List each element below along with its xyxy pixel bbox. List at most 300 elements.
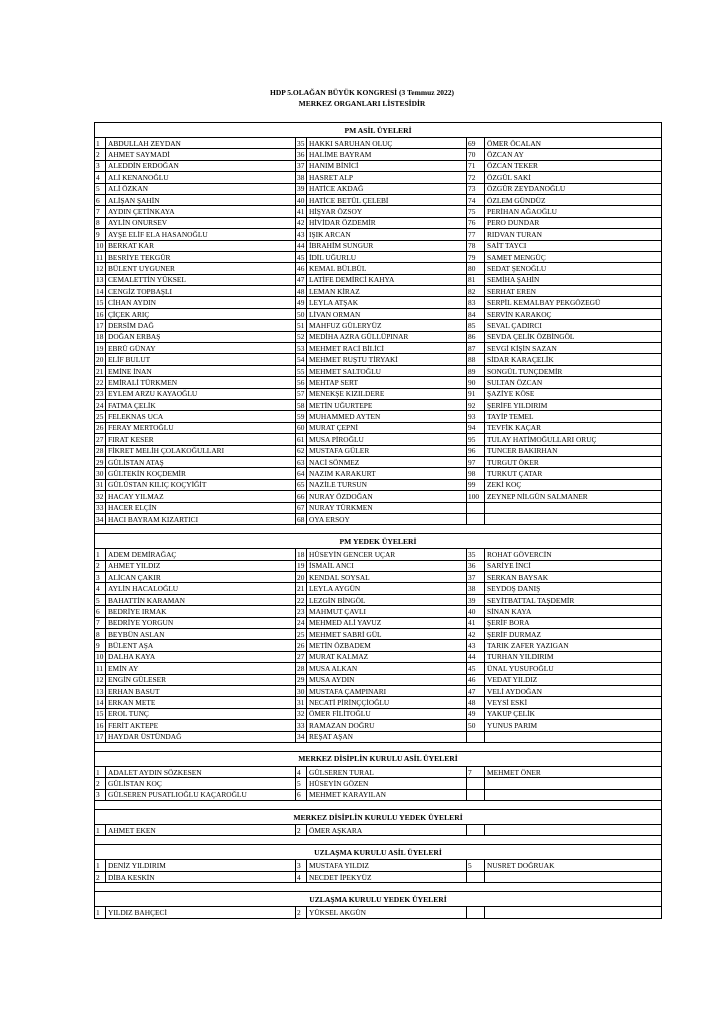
member-name: ALEDDİN ERDOĞAN <box>106 160 296 171</box>
member-number: 8 <box>95 217 106 228</box>
member-number: 21 <box>296 583 307 594</box>
member-row <box>95 297 662 308</box>
member-number: 89 <box>467 365 485 376</box>
member-number: 17 <box>95 731 106 742</box>
member-name: MENEKŞE KIZILDERE <box>307 388 467 399</box>
member-number: 37 <box>467 572 485 583</box>
member-number: 5 <box>467 860 485 871</box>
member-name: MEHMET RACİ BİLİCİ <box>307 343 467 354</box>
document-subtitle: MERKEZ ORGANLARI LİSTESİDİR <box>298 99 426 108</box>
member-row <box>95 583 662 594</box>
member-number: 76 <box>467 217 485 228</box>
member-name: SAİT TAYCI <box>485 240 662 251</box>
member-name: ÖZCAN AY <box>485 149 662 160</box>
member-name: HİVİDAR ÖZDEMİR <box>307 217 467 228</box>
members-table <box>94 122 662 919</box>
member-name <box>485 502 662 513</box>
member-name: BÜLENT AŞA <box>106 640 296 651</box>
member-name: OYA ERSOY <box>307 513 467 524</box>
member-name: SEVAL ÇADIRCI <box>485 320 662 331</box>
member-name <box>485 731 662 742</box>
member-name: DENİZ YILDIRIM <box>106 860 296 871</box>
member-number: 47 <box>296 274 307 285</box>
member-number: 31 <box>95 479 106 490</box>
member-name: BERKAT KAR <box>106 240 296 251</box>
member-name: SEVGİ KİŞİN SAZAN <box>485 343 662 354</box>
member-number: 31 <box>296 697 307 708</box>
member-name: RIDVAN TURAN <box>485 229 662 240</box>
member-name: ERKAN METE <box>106 697 296 708</box>
section-title: PM YEDEK ÜYELERİ <box>95 534 662 549</box>
member-number: 7 <box>95 617 106 628</box>
member-name: TURHAN YILDIRIM <box>485 651 662 662</box>
member-name: HACI BAYRAM KIZARTICI <box>106 513 296 524</box>
member-number: 41 <box>296 206 307 217</box>
member-name: ÖZGÜL SAKİ <box>485 172 662 183</box>
member-name: ŞAZİYE KÖSE <box>485 388 662 399</box>
member-row <box>95 731 662 742</box>
member-row <box>95 663 662 674</box>
section-title: MERKEZ DİSİPLİN KURULU ASİL ÜYELERİ <box>95 751 662 766</box>
member-number: 30 <box>95 468 106 479</box>
member-number: 3 <box>95 789 106 800</box>
member-name: ADALET AYDIN SÖZKESEN <box>106 766 296 777</box>
member-name: MEHMET RUŞTU TİRYAKİ <box>307 354 467 365</box>
section-spacer <box>95 883 662 892</box>
member-row <box>95 860 662 871</box>
member-number: 86 <box>467 331 485 342</box>
member-name: MEHMET ÖNER <box>485 766 662 777</box>
member-row <box>95 149 662 160</box>
member-name: MEHTAP SERT <box>307 377 467 388</box>
member-number: 27 <box>296 651 307 662</box>
member-name: FİKRET MELİH ÇOLAKOĞULLARI <box>106 445 296 456</box>
member-name: ÖMER ÖCALAN <box>485 138 662 149</box>
member-name: ÖZCAN TEKER <box>485 160 662 171</box>
member-number: 3 <box>95 572 106 583</box>
member-row <box>95 825 662 836</box>
member-number: 1 <box>95 766 106 777</box>
member-name: BESRİYE TEKGÜR <box>106 251 296 262</box>
member-name: SEDAT ŞENOĞLU <box>485 263 662 274</box>
member-name: ADEM DEMİRAĞAÇ <box>106 549 296 560</box>
member-number: 26 <box>95 422 106 433</box>
member-name: EBRÜ GÜNAY <box>106 343 296 354</box>
section-header <box>95 534 662 549</box>
section-header <box>95 751 662 766</box>
member-name: AHMET YILDIZ <box>106 560 296 571</box>
member-number: 23 <box>296 606 307 617</box>
member-number: 74 <box>467 194 485 205</box>
member-name: EMİN AY <box>106 663 296 674</box>
member-number <box>467 789 485 800</box>
member-name: MURAT KALMAZ <box>307 651 467 662</box>
member-number: 46 <box>296 263 307 274</box>
spacer-cell <box>95 525 662 534</box>
member-number <box>467 825 485 836</box>
member-number: 34 <box>95 513 106 524</box>
member-name: ÜNAL YUSUFOĞLU <box>485 663 662 674</box>
member-number: 16 <box>95 720 106 731</box>
member-row <box>95 365 662 376</box>
member-number: 52 <box>296 331 307 342</box>
member-number: 81 <box>467 274 485 285</box>
member-name: MEHMET SABRİ GÜL <box>307 629 467 640</box>
member-name: TURGUT ÖKER <box>485 456 662 467</box>
member-number: 5 <box>95 594 106 605</box>
member-number: 42 <box>467 629 485 640</box>
member-name: ŞERİFE YILDIRIM <box>485 399 662 410</box>
member-row <box>95 594 662 605</box>
member-number: 100 <box>467 491 485 502</box>
member-name: BÜLENT UYGUNER <box>106 263 296 274</box>
member-row <box>95 434 662 445</box>
member-number: 45 <box>296 251 307 262</box>
member-number: 35 <box>296 138 307 149</box>
member-number: 78 <box>467 240 485 251</box>
member-name: NUSRET DOĞRUAK <box>485 860 662 871</box>
member-number: 25 <box>296 629 307 640</box>
member-number: 39 <box>467 594 485 605</box>
member-number: 7 <box>467 766 485 777</box>
member-name: NURAY TÜRKMEN <box>307 502 467 513</box>
member-number: 2 <box>95 560 106 571</box>
member-number: 61 <box>296 434 307 445</box>
member-row <box>95 422 662 433</box>
member-name: MUSA PİROĞLU <box>307 434 467 445</box>
member-row <box>95 549 662 560</box>
member-number: 18 <box>95 331 106 342</box>
member-name: KENDAL SOYSAL <box>307 572 467 583</box>
member-number: 47 <box>467 685 485 696</box>
member-name: TULAY HATİMOĞULLARI ORUÇ <box>485 434 662 445</box>
member-name <box>485 825 662 836</box>
member-name: PERO DUNDAR <box>485 217 662 228</box>
member-number: 32 <box>95 491 106 502</box>
member-number: 64 <box>296 468 307 479</box>
member-row <box>95 789 662 800</box>
member-number: 70 <box>467 149 485 160</box>
member-number: 2 <box>296 825 307 836</box>
member-name: ÖMER AŞKARA <box>307 825 467 836</box>
member-name: ZEYNEP NİLGÜN SALMANER <box>485 491 662 502</box>
member-row <box>95 766 662 777</box>
member-name: ABDULLAH ZEYDAN <box>106 138 296 149</box>
spacer-cell <box>95 801 662 810</box>
member-number: 33 <box>296 720 307 731</box>
member-number: 2 <box>95 778 106 789</box>
member-number: 43 <box>467 640 485 651</box>
member-row <box>95 513 662 524</box>
member-number: 3 <box>95 160 106 171</box>
member-number: 14 <box>95 286 106 297</box>
member-number: 8 <box>95 629 106 640</box>
member-name: CEMALETTİN YÜKSEL <box>106 274 296 285</box>
member-name: DİBA KESKİN <box>106 871 296 882</box>
member-name: BEDRİYE IRMAK <box>106 606 296 617</box>
member-number: 2 <box>95 149 106 160</box>
member-number: 26 <box>296 640 307 651</box>
member-name: NECDET İPEKYÜZ <box>307 871 467 882</box>
member-number: 94 <box>467 422 485 433</box>
member-name: REŞAT AŞAN <box>307 731 467 742</box>
member-number: 38 <box>296 172 307 183</box>
section-header <box>95 892 662 907</box>
member-name: NAZİLE TURSUN <box>307 479 467 490</box>
member-name: LEMAN KİRAZ <box>307 286 467 297</box>
member-number: 50 <box>296 308 307 319</box>
member-name: İDİL UĞURLU <box>307 251 467 262</box>
member-number: 85 <box>467 320 485 331</box>
member-number: 71 <box>467 160 485 171</box>
member-number: 38 <box>467 583 485 594</box>
document-title: HDP 5.OLAĞAN BÜYÜK KONGRESİ (3 Temmuz 2022) <box>270 88 454 97</box>
member-name: METİN ÖZBADEM <box>307 640 467 651</box>
member-number: 1 <box>95 907 106 918</box>
member-number: 40 <box>467 606 485 617</box>
section-header <box>95 810 662 825</box>
member-name: CİHAN AYDIN <box>106 297 296 308</box>
member-number: 29 <box>296 674 307 685</box>
member-number: 2 <box>95 871 106 882</box>
member-name: ÖZGÜR ZEYDANOĞLU <box>485 183 662 194</box>
member-name: ÇİÇEK ARIÇ <box>106 308 296 319</box>
member-row <box>95 651 662 662</box>
member-name: SİNAN KAYA <box>485 606 662 617</box>
member-name: MEHMET KARAYILAN <box>307 789 467 800</box>
member-name <box>485 871 662 882</box>
member-row <box>95 685 662 696</box>
member-name: FERİT AKTEPE <box>106 720 296 731</box>
member-name: SEVDA ÇELİK ÖZBİNGÖL <box>485 331 662 342</box>
member-name: MURAT ÇEPNİ <box>307 422 467 433</box>
member-number: 42 <box>296 217 307 228</box>
member-number <box>467 502 485 513</box>
member-number: 98 <box>467 468 485 479</box>
member-row <box>95 491 662 502</box>
member-name: ALİ KENANOĞLU <box>106 172 296 183</box>
member-number: 20 <box>296 572 307 583</box>
member-name: AYLİN ONURSEV <box>106 217 296 228</box>
member-name: MUSTAFA ÇAMPINARI <box>307 685 467 696</box>
member-name: BEDRİYE YORGUN <box>106 617 296 628</box>
member-name: MEHMED ALİ YAVUZ <box>307 617 467 628</box>
member-name: HAKKI SARUHAN OLUÇ <box>307 138 467 149</box>
member-row <box>95 331 662 342</box>
member-name: ENGİN GÜLESER <box>106 674 296 685</box>
member-number: 12 <box>95 674 106 685</box>
member-number: 4 <box>296 766 307 777</box>
member-name: SONGÜL TUNÇDEMİR <box>485 365 662 376</box>
member-number: 6 <box>95 606 106 617</box>
member-name: FERAY MERTOĞLU <box>106 422 296 433</box>
member-name: NAZIM KARAKURT <box>307 468 467 479</box>
member-row <box>95 697 662 708</box>
member-number: 6 <box>296 789 307 800</box>
member-name: LİVAN ORMAN <box>307 308 467 319</box>
member-row <box>95 206 662 217</box>
member-name: TAYİP TEMEL <box>485 411 662 422</box>
member-number: 99 <box>467 479 485 490</box>
member-name: MUHAMMED AYTEN <box>307 411 467 422</box>
member-name: SERKAN BAYSAK <box>485 572 662 583</box>
member-row <box>95 172 662 183</box>
member-number: 60 <box>296 422 307 433</box>
member-name: GÜLİSTAN KOÇ <box>106 778 296 789</box>
member-name: GÜLSEREN TURAL <box>307 766 467 777</box>
member-row <box>95 606 662 617</box>
member-number: 84 <box>467 308 485 319</box>
member-number: 25 <box>95 411 106 422</box>
member-name: SEYİTBATTAL TAŞDEMİR <box>485 594 662 605</box>
member-number: 27 <box>95 434 106 445</box>
member-row <box>95 411 662 422</box>
member-row <box>95 320 662 331</box>
member-row <box>95 778 662 789</box>
member-number: 82 <box>467 286 485 297</box>
member-number: 36 <box>296 149 307 160</box>
member-name: DALHA KAYA <box>106 651 296 662</box>
member-name: İBRAHİM SUNGUR <box>307 240 467 251</box>
member-row <box>95 251 662 262</box>
member-name: TARIK ZAFER YAZIGAN <box>485 640 662 651</box>
member-name <box>485 907 662 918</box>
member-number: 30 <box>296 685 307 696</box>
member-number <box>467 513 485 524</box>
member-number: 32 <box>296 708 307 719</box>
member-number: 18 <box>296 549 307 560</box>
member-name <box>485 778 662 789</box>
member-number: 15 <box>95 297 106 308</box>
member-row <box>95 468 662 479</box>
member-name: İSMAİL ANCI <box>307 560 467 571</box>
member-row <box>95 572 662 583</box>
member-name: TUNCER BAKIRHAN <box>485 445 662 456</box>
member-row <box>95 217 662 228</box>
member-number: 23 <box>95 388 106 399</box>
member-number: 10 <box>95 240 106 251</box>
member-row <box>95 720 662 731</box>
member-number: 24 <box>296 617 307 628</box>
member-name: SERVİN KARAKOÇ <box>485 308 662 319</box>
member-number: 22 <box>95 377 106 388</box>
section-header <box>95 845 662 860</box>
member-row <box>95 560 662 571</box>
member-name: TURKUT ÇATAR <box>485 468 662 479</box>
member-number: 68 <box>296 513 307 524</box>
member-name: SEMİHA ŞAHİN <box>485 274 662 285</box>
member-name: HACAY YILMAZ <box>106 491 296 502</box>
member-name: EMİRALİ TÜRKMEN <box>106 377 296 388</box>
member-name: VELİ AYDOĞAN <box>485 685 662 696</box>
section-title: UZLAŞMA KURULU ASİL ÜYELERİ <box>95 845 662 860</box>
member-number: 80 <box>467 263 485 274</box>
member-name: AHMET EKEN <box>106 825 296 836</box>
member-number: 97 <box>467 456 485 467</box>
member-name: RAMAZAN DOĞRU <box>307 720 467 731</box>
member-number: 44 <box>296 240 307 251</box>
member-number: 29 <box>95 456 106 467</box>
member-number: 77 <box>467 229 485 240</box>
member-number: 41 <box>467 617 485 628</box>
members-table-body <box>95 123 662 919</box>
member-number: 90 <box>467 377 485 388</box>
section-title: MERKEZ DİSİPLİN KURULU YEDEK ÜYELERİ <box>95 810 662 825</box>
member-name: BAHATTİN KARAMAN <box>106 594 296 605</box>
member-name: YILDIZ BAHÇECİ <box>106 907 296 918</box>
member-row <box>95 456 662 467</box>
member-number: 44 <box>467 651 485 662</box>
member-number: 73 <box>467 183 485 194</box>
member-number: 14 <box>95 697 106 708</box>
member-number: 12 <box>95 263 106 274</box>
member-name: LEYLA ATŞAK <box>307 297 467 308</box>
member-name: SULTAN ÖZCAN <box>485 377 662 388</box>
section-title: UZLAŞMA KURULU YEDEK ÜYELERİ <box>95 892 662 907</box>
member-row <box>95 399 662 410</box>
member-name: ÖMER FİLİTOĞLU <box>307 708 467 719</box>
member-number: 19 <box>296 560 307 571</box>
member-row <box>95 907 662 918</box>
member-number: 93 <box>467 411 485 422</box>
member-name: AYŞE ELİF ELA HASANOĞLU <box>106 229 296 240</box>
member-number: 5 <box>95 183 106 194</box>
member-number: 3 <box>296 860 307 871</box>
spacer-cell <box>95 836 662 845</box>
member-number: 2 <box>296 907 307 918</box>
member-number: 40 <box>296 194 307 205</box>
member-row <box>95 871 662 882</box>
member-name: NACİ SÖNMEZ <box>307 456 467 467</box>
member-name: BEYBÜN ASLAN <box>106 629 296 640</box>
member-number: 65 <box>296 479 307 490</box>
member-number: 39 <box>296 183 307 194</box>
member-number <box>467 871 485 882</box>
member-name: ALİ ÖZKAN <box>106 183 296 194</box>
member-number: 11 <box>95 251 106 262</box>
member-number: 9 <box>95 229 106 240</box>
member-name: SAMET MENGÜÇ <box>485 251 662 262</box>
member-number: 1 <box>95 138 106 149</box>
member-number: 48 <box>296 286 307 297</box>
member-name: HAYDAR ÜSTÜNDAĞ <box>106 731 296 742</box>
member-number: 13 <box>95 274 106 285</box>
member-number: 22 <box>296 594 307 605</box>
member-name: HASRET ALP <box>307 172 467 183</box>
member-name: VEDAT YILDIZ <box>485 674 662 685</box>
member-row <box>95 674 662 685</box>
section-spacer <box>95 525 662 534</box>
member-number: 5 <box>296 778 307 789</box>
member-number: 24 <box>95 399 106 410</box>
member-name: SERPİL KEMALBAY PEKGÖZEGÜ <box>485 297 662 308</box>
member-number: 33 <box>95 502 106 513</box>
member-name: MUSA ALKAN <box>307 663 467 674</box>
member-number: 63 <box>296 456 307 467</box>
member-name: MEDİHA AZRA GÜLLÜPINAR <box>307 331 467 342</box>
member-row <box>95 194 662 205</box>
section-title: PM ASİL ÜYELERİ <box>95 123 662 138</box>
member-name: HATİCE AKDAĞ <box>307 183 467 194</box>
member-number: 69 <box>467 138 485 149</box>
member-number: 34 <box>296 731 307 742</box>
member-row <box>95 343 662 354</box>
member-number <box>467 907 485 918</box>
member-row <box>95 274 662 285</box>
member-number: 92 <box>467 399 485 410</box>
member-number: 35 <box>467 549 485 560</box>
member-number: 37 <box>296 160 307 171</box>
